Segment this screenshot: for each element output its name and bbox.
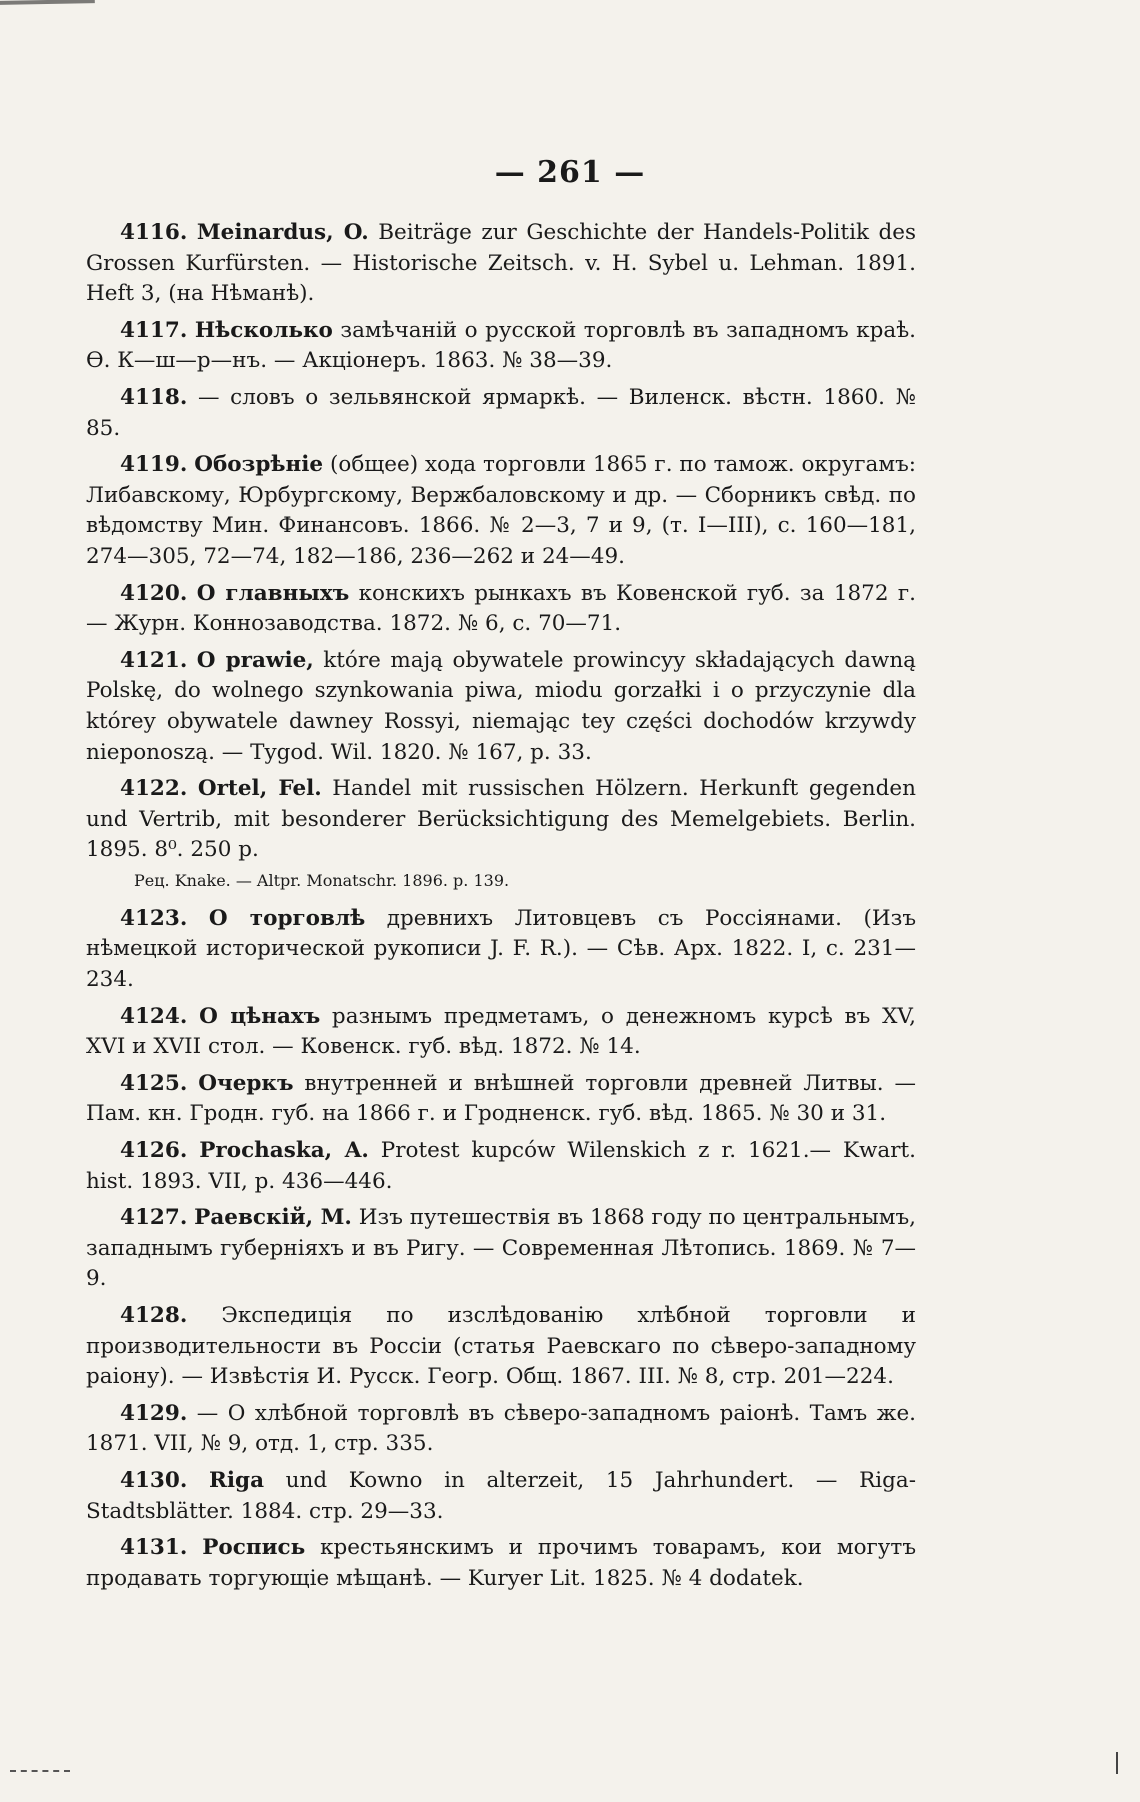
entry-heading: Meinardus, O. <box>196 220 369 245</box>
entry-number: 4125. <box>120 1070 188 1096</box>
entry-number: 4121. <box>120 647 188 673</box>
entry-4131 <box>86 1533 916 1594</box>
entry-text: замѣчаній о русской торговлѣ въ западномъ краѣ. Ѳ. К—ш—р—нъ. — Акціонеръ. 1863. № 38—39. <box>86 317 916 374</box>
entry-number: 4129. <box>120 1400 188 1426</box>
entry-number: 4119. <box>120 452 188 478</box>
entry-text: древнихъ Литовцевъ съ Россіянами. (Изъ нѣмецкой исторической рукописи J. F. R.). — Сѣв. Арх. 1822. I, с. 231—234. <box>86 905 917 993</box>
entry-text: — О хлѣбной торговлѣ въ сѣверо-западномъ раіонѣ. Тамъ же. 1871. VII, № 9, отд. 1, стр. 335. <box>86 1400 916 1457</box>
scan-edge-mark-left <box>10 1770 70 1772</box>
entry-4116 <box>86 218 916 310</box>
entry-text: które mają obywatele prowincyy składających dawną Polskę, do wolnego szynkowania piwa, miodu gorzałki i o przyczynie dla którey obywatele dawney Rossyi, niemając tey części dochodów krzywdy nieponoszą. — Tygod. Wil. 1820. № 167, p. 33. <box>86 647 916 765</box>
entry-number: 4131. <box>120 1535 188 1561</box>
print-smudge <box>0 0 95 27</box>
entry-text: Protest kupców Wilenskich z r. 1621.— Kwart. hist. 1893. VII, p. 436—446. <box>86 1138 916 1194</box>
entry-number: 4127. <box>120 1205 188 1231</box>
entry-text: — словъ о зельвянской ярмаркѣ. — Виленск. вѣстн. 1860. № 85. <box>86 384 916 441</box>
entry-text: Экспедиція по изслѣдованію хлѣбной торговли и производительности въ Россіи (статья Раевскаго по сѣверо-западному раіону). — Извѣстія И. Русск. Геогр. Общ. 1867. III. № 8, стр. 201—224. <box>86 1303 916 1390</box>
scan-edge-mark-right <box>1106 1752 1118 1774</box>
entry-heading: О главныхъ <box>196 580 350 606</box>
entry-number: 4126. <box>120 1138 188 1164</box>
entry-4127 <box>86 1203 916 1295</box>
entry-heading: O prawie, <box>196 647 314 673</box>
entry-4125 <box>86 1069 916 1130</box>
entry-4122 <box>86 774 916 866</box>
entry-4119 <box>86 450 916 572</box>
entry-text: конскихъ рынкахъ въ Ковенской губ. за 1872 г. — Журн. Коннозаводства. 1872. № 6, с. 70—71. <box>86 580 916 637</box>
entry-heading: Нѣсколько <box>194 317 333 343</box>
entry-text: крестьянскимъ и прочимъ товарамъ, кои могутъ продавать торгующіе мѣщанѣ. — Kuryer Lit. 1825. № 4 dodatek. <box>86 1535 916 1591</box>
entry-4124 <box>86 1002 916 1063</box>
entry-number: 4120. <box>120 580 188 606</box>
entry-4121 <box>86 646 916 768</box>
review-note: Рец. Knake. — Altpr. Monatschr. 1896. p. 139. <box>134 870 510 890</box>
bibliography-list <box>86 218 916 1600</box>
entry-number: 4116. <box>120 220 188 245</box>
entry-heading: О торговлѣ <box>208 905 366 931</box>
page-number: — 261 — <box>494 155 646 190</box>
entry-text: Handel mit russischen Hölzern. Herkunft gegenden und Vertrib, mit besonderer Berücksichtigung des Memelgebiets. Berlin. 1895. 8⁰. 250 p. <box>86 776 916 863</box>
entry-text: und Kowno in alterzeit, 15 Jahrhundert. — Riga-Stadtsblätter. 1884. стр. 29—33. <box>86 1467 916 1524</box>
entry-heading: Роспись <box>202 1535 306 1561</box>
entry-4129 <box>86 1399 916 1460</box>
entry-number: 4124. <box>120 1003 188 1029</box>
entry-4126 <box>86 1136 916 1197</box>
entry-heading: Раевскій, М. <box>194 1205 352 1231</box>
entry-text: Изъ путешествія въ 1868 году по центральнымъ, западнымъ губерніяхъ и въ Ригу. — Современная Лѣтопись. 1869. № 7—9. <box>86 1205 916 1292</box>
entry-4123 <box>86 904 916 996</box>
entry-number: 4117. <box>120 317 188 343</box>
entry-heading: Riga <box>209 1467 264 1493</box>
entry-heading: О цѣнахъ <box>199 1003 321 1029</box>
entry-number: 4122. <box>120 776 188 802</box>
entry-heading: Обозрѣніе <box>194 452 324 478</box>
entry-text: внутренней и внѣшней торговли древней Литвы. — Пам. кн. Гродн. губ. на 1866 г. и Гродненск. губ. вѣд. 1865. № 30 и 31. <box>86 1070 916 1127</box>
entry-number: 4128. <box>120 1303 188 1328</box>
entry-4117 <box>86 316 916 377</box>
entry-4130 <box>86 1466 916 1527</box>
entry-heading: Очеркъ <box>198 1070 294 1096</box>
entry-heading: Prochaska, A. <box>199 1138 369 1164</box>
entry-number: 4118. <box>120 384 188 410</box>
entry-text: (общее) хода торговли 1865 г. по тамож. округамъ: Либавскому, Юрбургскому, Вержбаловскому и др. — Сборникъ свѣд. по вѣдомству Мин. Финансовъ. 1866. № 2—3, 7 и 9, (т. I—III), с. 160—181, 274—305, 72—74, 182—186, 236—262 и 24—49. <box>86 452 917 569</box>
entry-4128 <box>86 1301 916 1393</box>
entry-heading: Ortel, Fel. <box>197 776 322 802</box>
entry-4120 <box>86 579 916 640</box>
entry-text: Beiträge zur Geschichte der Handels-Politik des Grossen Kurfürsten. — Historische Zeitsch. v. H. Sybel u. Lehman. 1891. Heft 3, (на Нѣманѣ). <box>86 220 916 307</box>
entry-4118 <box>86 383 916 444</box>
entry-number: 4123. <box>120 905 188 931</box>
entry-text: разнымъ предметамъ, о денежномъ курсѣ въ XV, XVI и XVII стол. — Ковенск. губ. вѣд. 1872. № 14. <box>86 1003 916 1060</box>
entry-number: 4130. <box>120 1467 188 1493</box>
